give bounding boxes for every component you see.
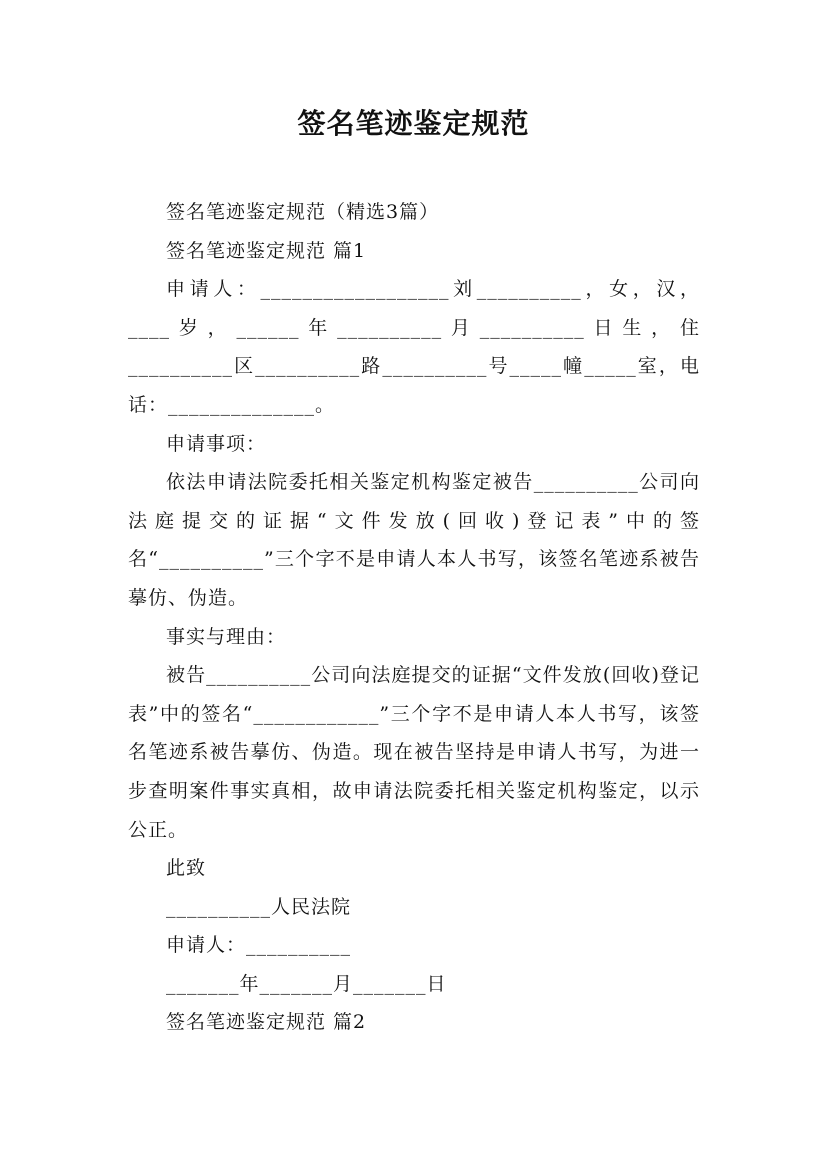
document-body bbox=[128, 193, 700, 1042]
paragraph-date: _______年_______月_______日 bbox=[166, 972, 447, 995]
paragraph-request-body: 依法申请法院委托相关鉴定机构鉴定被告__________公司向法庭提交的证据“文件发放(回收)登记表”中的签名“__________”三个字不是申请人本人书写，该签名笔迹系被告摹仿、伪造。 bbox=[128, 471, 700, 609]
paragraph-subtitle: 签名笔迹鉴定规范（精选3篇） bbox=[166, 201, 440, 223]
paragraph-section-1-heading: 签名笔迹鉴定规范 篇1 bbox=[166, 239, 367, 262]
document-title: 签名笔迹鉴定规范 bbox=[297, 107, 530, 140]
paragraph-salutation: 此致 bbox=[166, 857, 207, 880]
paragraph-applicant-info: 申请人：__________________刘__________，女，汉，____岁，______年__________月__________日生，住__________区__________路__________号_____幢_____室，电话：______________。 bbox=[128, 278, 700, 416]
paragraph-signature-applicant: 申请人：__________ bbox=[166, 934, 352, 957]
paragraph-facts-heading: 事实与理由： bbox=[166, 625, 287, 648]
paragraph-facts-body: 被告__________公司向法庭提交的证据“文件发放(回收)登记表”中的签名“____________”三个字不是申请人本人书写，该签名笔迹系被告摹仿、伪造。现在被告坚持是申请人书写，为进一步查明案件事实真相，故申请法院委托相关鉴定机构鉴定，以示公正。 bbox=[128, 664, 700, 841]
paragraph-section-2-heading: 签名笔迹鉴定规范 篇2 bbox=[166, 1011, 367, 1034]
paragraph-request-heading: 申请事项： bbox=[166, 432, 267, 455]
paragraph-court: __________人民法院 bbox=[166, 895, 352, 918]
